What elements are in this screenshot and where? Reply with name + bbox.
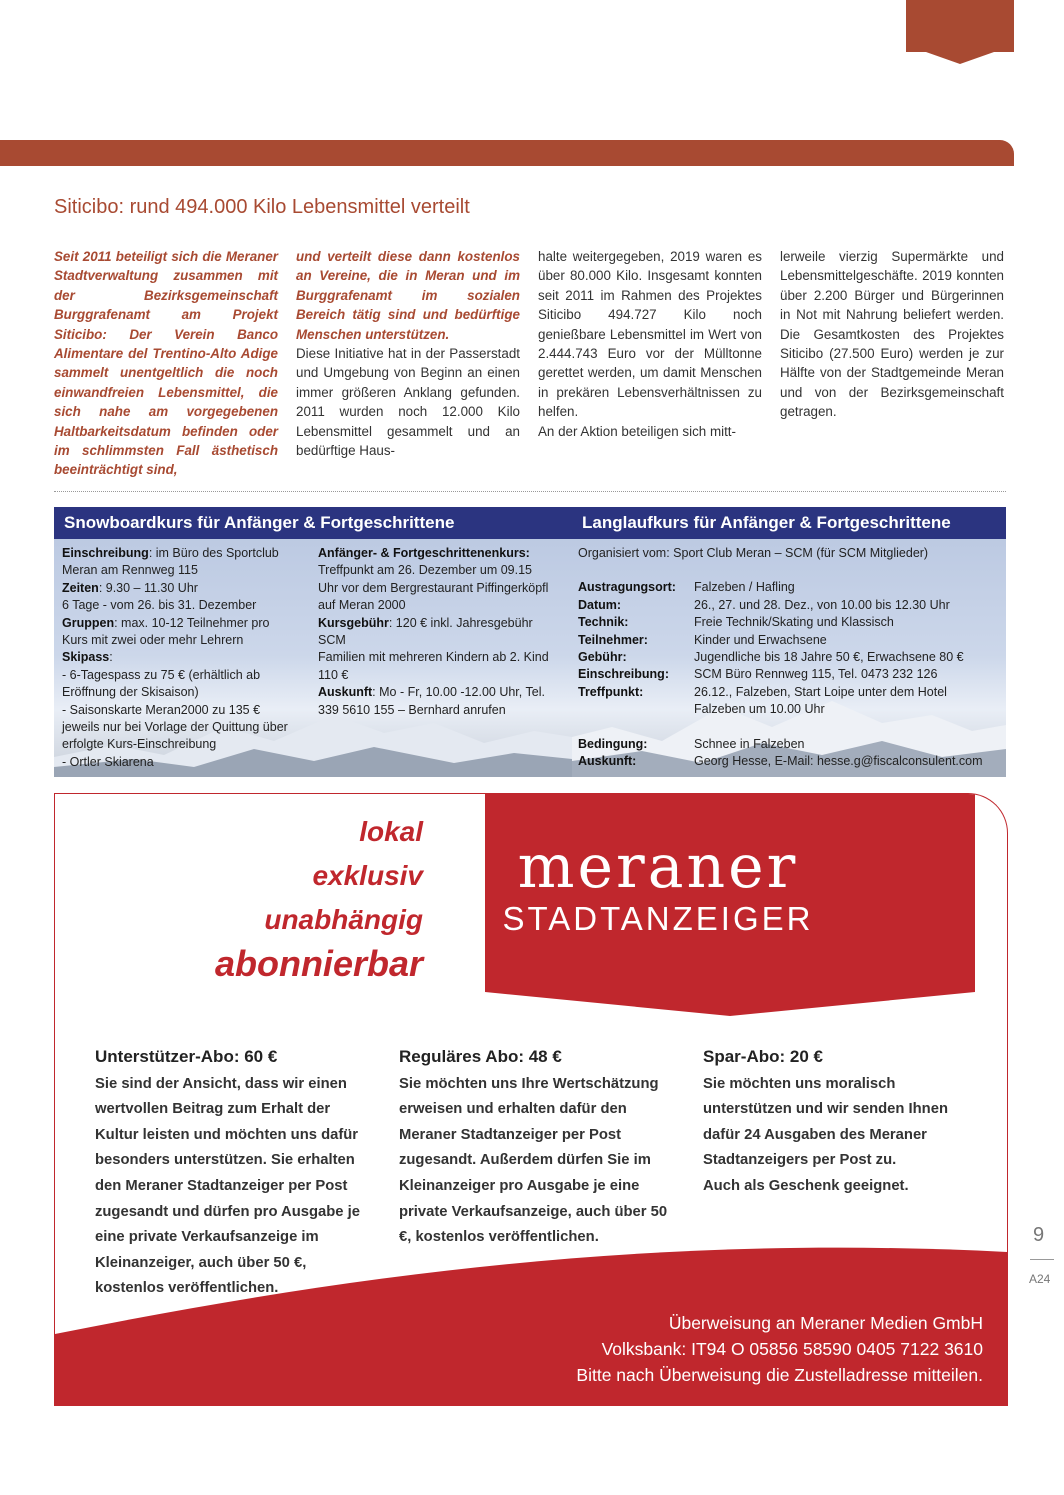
langlauf-row-value: Georg Hesse, E-Mail: hesse.g@fiscalconsulent.com: [694, 754, 983, 769]
article-lead-continued: und verteilt diese dann kostenlos an Vereine, die in Meran und im Burggrafenamt im sozialen Bereich tätig sind und bedürftige Menschen unterstützen.: [296, 249, 520, 342]
slogan-exklusiv: exklusiv: [312, 860, 423, 891]
detail-line: [62, 615, 298, 650]
bank-details: [576, 1310, 983, 1388]
article-body: Diese Initiative hat in der Passerstadt und Umgebung von Beginn an einen immer größeren Anklang gefunden. 2011 wurden noch 12.000 Kilo Lebensmittel gesammelt und an bedürftige Haus-: [296, 346, 520, 459]
article-lead: Seit 2011 beteiligt sich die Meraner Stadtverwaltung zusammen mit der Bezirksgemeinschaft Burggrafenamt am Projekt Siticibo: Der Verein Banco Alimentare del Trentino-Alto Adige sammelt unentgeltlich die noch einwandfreien Lebensmittel, die sich nahe am vorgegebenen Haltbarkeitsdatum befinden oder im schlimmsten Fall ästhetisch beeinträchtigt sind,: [54, 249, 278, 478]
abo-spar: [703, 1044, 975, 1302]
langlauf-row: [578, 684, 998, 719]
detail-label: Skipass: [62, 650, 110, 665]
langlauf-row: [578, 666, 998, 683]
snowboard-details-col-2: [318, 545, 554, 771]
langlauf-row-label: Teilnehmer:: [578, 632, 648, 647]
langlauf-row: [578, 614, 998, 631]
bank-line: Überweisung an Meraner Medien GmbH: [668, 1313, 983, 1333]
abo-text: Sie sind der Ansicht, dass wir einen wertvollen Beitrag zum Erhalt der Kultur leisten und möchten uns dafür besonders unterstützen. Sie erhalten den Meraner Stadtanzeiger per Post zugesandt und dürfen pro Ausgabe je eine private Verkaufsanzeige im Kleinanzeiger, auch über 50 €, kostenlos veröffentlichen.: [95, 1075, 360, 1297]
langlauf-row: [578, 597, 998, 614]
detail-value: : max. 10-12 Teilnehmer pro Kurs mit zwei oder mehr Lehrern: [62, 615, 270, 648]
langlauf-row-label: Datum:: [578, 597, 622, 612]
snowboard-details: [62, 545, 554, 771]
detail-line: [318, 684, 554, 719]
course-info-box: [54, 507, 1006, 777]
detail-line: [62, 754, 298, 771]
abo-text: Sie möchten uns moralisch unterstützen und wir senden Ihnen dafür 24 Ausgaben des Meraner Stadtanzeigers per Post zu.: [703, 1075, 948, 1169]
dotted-divider: [54, 491, 1006, 492]
langlauf-course: [572, 507, 1006, 777]
slogans: [215, 810, 423, 986]
detail-value: - Ortler Skiarena: [62, 754, 154, 769]
detail-value: 6 Tage - vom 26. bis 31. Dezember: [62, 598, 257, 613]
article-column-1: [54, 247, 278, 480]
page-code: A24: [1029, 1272, 1051, 1286]
detail-line: [62, 649, 298, 666]
detail-value: :: [109, 650, 113, 665]
slogan-unabhaengig: unabhängig: [264, 904, 423, 935]
langlauf-row-value: Falzeben / Hafling: [694, 580, 795, 595]
subscription-ad: [54, 793, 1008, 1406]
snowboard-course: [54, 507, 572, 777]
snowboard-title: Snowboardkurs für Anfänger & Fortgeschrittene: [54, 507, 572, 539]
abo-title: Unterstützer-Abo: 60 €: [95, 1047, 278, 1066]
subscription-options: [95, 1044, 975, 1302]
detail-label: Kursgebühr: [318, 615, 389, 630]
langlauf-row-value: Schnee in Falzeben: [694, 736, 805, 751]
detail-label: Auskunft: [318, 685, 373, 700]
article-body: An der Aktion beteiligen sich mitt-: [538, 423, 736, 439]
bank-line: Volksbank: IT94 O 05856 58590 0405 7122 3610: [601, 1339, 983, 1359]
detail-value: : 120 € inkl. Jahresgebühr SCM: [318, 615, 533, 648]
langlauf-details: [578, 545, 998, 770]
article-columns: [54, 247, 1006, 480]
langlauf-row: [578, 736, 998, 753]
slogan-abonnierbar: abonnierbar: [214, 943, 423, 984]
langlauf-row-label: Auskunft:: [578, 754, 637, 769]
langlauf-rows: [578, 579, 998, 770]
meraner-stadtanzeiger-logo: [483, 834, 833, 938]
langlauf-row-value: Freie Technik/Skating und Klassisch: [694, 615, 894, 630]
page-number-rule: [1030, 1259, 1054, 1260]
langlauf-row-value: 26.12., Falzeben, Start Loipe unter dem Hotel Falzeben um 10.00 Uhr: [694, 684, 947, 717]
langlauf-row-label: Bedingung:: [578, 736, 648, 751]
langlauf-row-label: Austragungsort:: [578, 580, 676, 595]
detail-value: - 6-Tagespass zu 75 € (erhältlich ab Eröffnung der Skisaison): [62, 667, 261, 700]
logo-meraner: meraner: [517, 832, 799, 902]
section-header-band: [0, 140, 1014, 166]
detail-line: [62, 702, 298, 754]
langlauf-row: [578, 753, 998, 770]
slogan-lokal: lokal: [359, 816, 423, 847]
detail-line: [62, 667, 298, 702]
detail-value: : 9.30 – 11.30 Uhr: [98, 580, 198, 595]
logo-stadtanzeiger: STADTANZEIGER: [502, 900, 814, 937]
detail-value: - Saisonskarte Meran2000 zu 135 € jeweils nur bei Vorlage der Quittung über erfolgte Kurs-Einschreibung: [62, 702, 288, 752]
detail-label: Anfänger- & Fortgeschrittenenkurs:: [318, 546, 530, 560]
snowboard-details-col-1: [62, 545, 298, 771]
detail-line: [62, 545, 298, 580]
langlauf-row-label: Einschreibung:: [578, 667, 669, 682]
abo-gift-note: Auch als Geschenk geeignet.: [703, 1177, 909, 1194]
article-column-3: [538, 247, 762, 480]
langlauf-row: [578, 632, 998, 649]
detail-label: Einschreibung: [62, 546, 149, 560]
langlauf-row-value: SCM Büro Rennweg 115, Tel. 0473 232 126: [694, 667, 938, 682]
article-headline: Siticibo: rund 494.000 Kilo Lebensmittel verteilt: [54, 196, 470, 218]
detail-value: Familien mit mehreren Kindern ab 2. Kind 110 €: [318, 650, 549, 682]
detail-line: [318, 545, 554, 615]
article-body: halte weitergegeben, 2019 waren es über 80.000 Kilo. Insgesamt konnten seit 2011 im Rahmen des Projektes Siticibo 494.727 Kilo noch genießbare Lebensmittel im Wert von 2.444.743 Euro vor der Mülltonne gerettet werden, um damit Menschen in prekären Lebensverhältnissen zu helfen.: [538, 249, 762, 420]
abo-title: Reguläres Abo: 48 €: [399, 1047, 562, 1066]
langlauf-row-value: [694, 719, 998, 736]
page-number: 9: [1033, 1224, 1045, 1246]
detail-line: [62, 580, 298, 597]
abo-regulaer: [399, 1044, 671, 1302]
article-column-4: [780, 247, 1004, 480]
langlauf-intro: Organisiert vom: Sport Club Meran – SCM (für SCM Mitglieder): [578, 546, 929, 560]
bank-line: Bitte nach Überweisung die Zustelladresse mitteilen.: [576, 1365, 983, 1385]
langlauf-title: Langlaufkurs für Anfänger & Fortgeschrittene: [572, 507, 1006, 539]
abo-text: Sie möchten uns Ihre Wertschätzung erweisen und erhalten dafür den Meraner Stadtanzeiger per Post zugesandt. Außerdem dürfen Sie im Kleinanzeiger pro Ausgabe je eine private Verkaufsanzeige, auch über 50 €, kostenlos veröffentlichen.: [399, 1075, 668, 1246]
article-column-2: [296, 247, 520, 480]
detail-value: : Mo - Fr, 10.00 -12.00 Uhr, Tel. 339 5610 155 – Bernhard anrufen: [318, 685, 545, 717]
detail-label: Zeiten: [62, 580, 99, 595]
abo-unterstuetzer: [95, 1044, 367, 1302]
detail-line: [318, 649, 554, 684]
langlauf-row: [578, 579, 998, 596]
article-body: lerweile vierzig Supermärkte und Lebensmittelgeschäfte. 2019 konnten über 2.200 Bürger und Bürgerinnen in Not mit Nahrung beliefert werden. Die Gesamtkosten des Projektes Siticibo (27.500 Euro) werden je zur Hälfte von der Stadtgemeinde Meran und von der Bezirksgemeinschaft getragen.: [780, 249, 1004, 420]
page-corner-tab: [906, 0, 1014, 52]
langlauf-row-value: Kinder und Erwachsene: [694, 632, 827, 647]
detail-label: Gruppen: [62, 615, 115, 630]
abo-title: Spar-Abo: 20 €: [703, 1047, 823, 1066]
langlauf-row-label: Gebühr:: [578, 650, 627, 665]
detail-value: : im Büro des Sportclub Meran am Rennweg 115: [62, 546, 279, 578]
detail-line: [62, 597, 298, 614]
langlauf-row-value: Jugendliche bis 18 Jahre 50 €, Erwachsene 80 €: [694, 650, 964, 665]
langlauf-row-value: 26., 27. und 28. Dez., von 10.00 bis 12.30 Uhr: [694, 597, 950, 612]
langlauf-row-label: Technik:: [578, 615, 629, 630]
langlauf-row: [578, 649, 998, 666]
langlauf-row-label: [578, 719, 694, 736]
detail-line: [318, 615, 554, 650]
langlauf-row-label: Treffpunkt:: [578, 684, 644, 699]
langlauf-row: [578, 719, 998, 736]
detail-value: Treffpunkt am 26. Dezember um 09.15 Uhr vor dem Bergrestaurant Piffingerköpfl auf Meran 2000: [318, 563, 549, 613]
